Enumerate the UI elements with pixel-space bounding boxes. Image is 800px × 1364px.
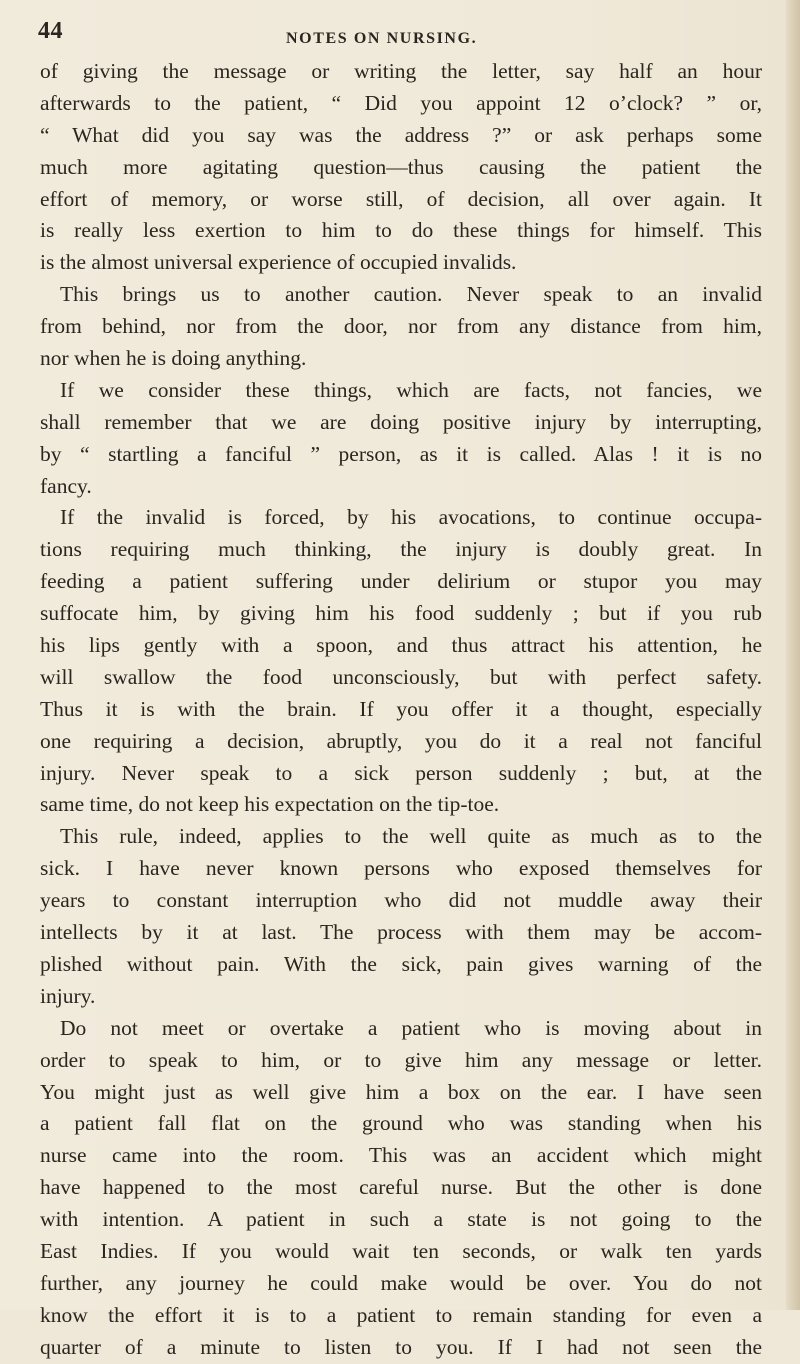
text-line: feeding a patient suffering under delirium or stupor you may <box>40 569 762 594</box>
text-line: If the invalid is forced, by his avocations, to continue occupa- <box>60 505 762 530</box>
text-line: quarter of a minute to listen to you. If I had not seen the <box>40 1334 762 1359</box>
text-line: same time, do not keep his expectation on the tip-toe. <box>40 792 500 817</box>
text-line: years to constant interruption who did not muddle away their <box>40 888 762 913</box>
page-edge-shadow <box>786 0 800 1310</box>
running-title: NOTES ON NURSING. <box>286 30 478 47</box>
text-line: You might just as well give him a box on the ear. I have seen <box>40 1079 762 1104</box>
text-line: is the almost universal experience of occupied invalids. <box>40 250 517 275</box>
text-line: This brings us to another caution. Never speak to an invalid <box>60 282 762 307</box>
page-number: 44 <box>38 18 63 44</box>
text-line: effort of memory, or worse still, of decision, all over again. It <box>40 186 762 211</box>
text-line: If we consider these things, which are facts, not fancies, we <box>60 377 762 402</box>
text-line: nurse came into the room. This was an accident which might <box>40 1143 762 1168</box>
text-line: one requiring a decision, abruptly, you do it a real not fanciful <box>40 728 762 753</box>
text-line: afterwards to the patient, “ Did you appoint 12 o’clock? ” or, <box>40 90 762 115</box>
text-line: fancy. <box>40 473 92 498</box>
text-line: injury. Never speak to a sick person suddenly ; but, at the <box>40 760 762 785</box>
text-line: suffocate him, by giving him his food suddenly ; but if you rub <box>40 601 762 626</box>
running-head <box>38 18 758 48</box>
text-line: further, any journey he could make would be over. You do not <box>40 1270 762 1295</box>
text-line: nor when he is doing anything. <box>40 346 307 371</box>
text-line: from behind, nor from the door, nor from any distance from him, <box>40 314 762 339</box>
text-line: by “ startling a fanciful ” person, as it is called. Alas ! it is no <box>40 441 762 466</box>
text-line: know the effort it is to a patient to remain standing for even a <box>40 1302 762 1327</box>
text-line: will swallow the food unconsciously, but with perfect safety. <box>40 664 762 689</box>
text-line: This rule, indeed, applies to the well quite as much as to the <box>60 824 762 849</box>
text-line: Thus it is with the brain. If you offer it a thought, especially <box>40 696 762 721</box>
text-line: shall remember that we are doing positive injury by interrupting, <box>40 409 762 434</box>
text-line: much more agitating question—thus causing the patient the <box>40 154 762 179</box>
text-line: injury. <box>40 983 96 1008</box>
text-line: with intention. A patient in such a state is not going to the <box>40 1207 762 1232</box>
body-text <box>40 56 762 1364</box>
text-line: intellects by it at last. The process with them may be accom- <box>40 920 762 945</box>
text-line: tions requiring much thinking, the injury is doubly great. In <box>40 537 762 562</box>
text-line: is really less exertion to him to do these things for himself. This <box>40 218 762 243</box>
text-line: plished without pain. With the sick, pain gives warning of the <box>40 951 762 976</box>
text-line: have happened to the most careful nurse. But the other is done <box>40 1175 762 1200</box>
text-line: a patient fall flat on the ground who was standing when his <box>40 1111 762 1136</box>
text-line: sick. I have never known persons who exposed themselves for <box>40 856 762 881</box>
text-line: “ What did you say was the address ?” or ask perhaps some <box>40 122 762 147</box>
text-line: East Indies. If you would wait ten seconds, or walk ten yards <box>40 1238 762 1263</box>
text-line: order to speak to him, or to give him any message or letter. <box>40 1047 762 1072</box>
text-line: of giving the message or writing the letter, say half an hour <box>40 59 762 83</box>
text-line: Do not meet or overtake a patient who is moving about in <box>60 1015 762 1040</box>
text-line: his lips gently with a spoon, and thus attract his attention, he <box>40 633 762 658</box>
